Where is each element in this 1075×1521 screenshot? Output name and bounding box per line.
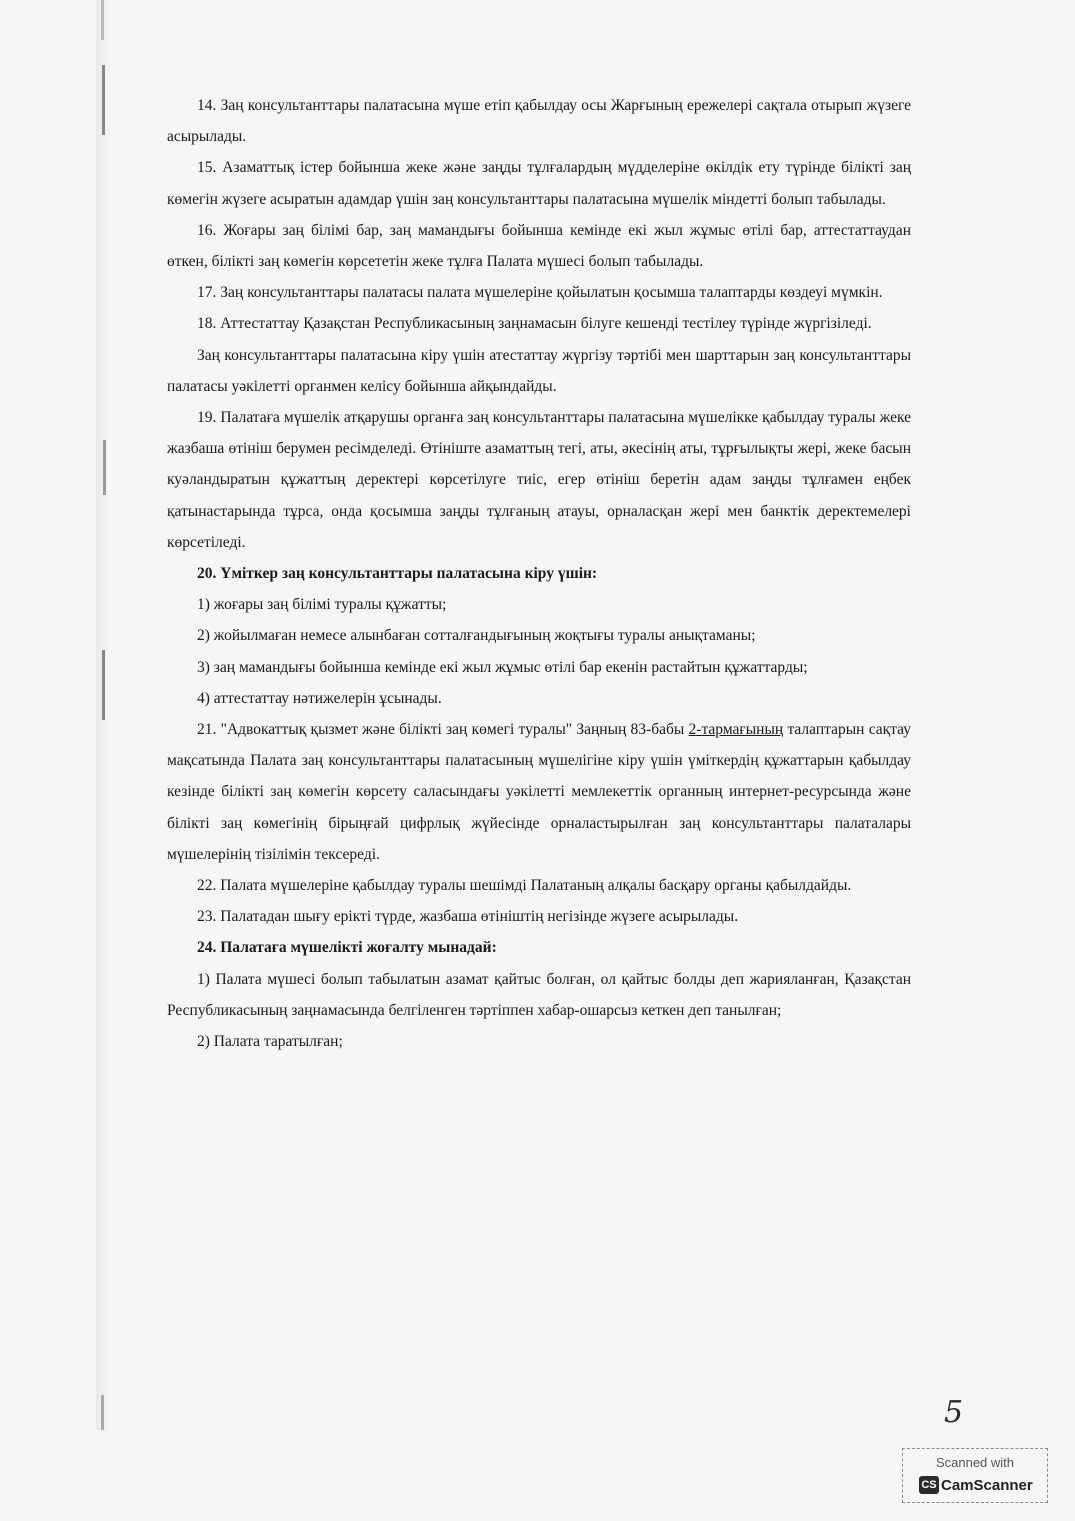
- scan-edge-mark: [102, 65, 105, 135]
- list-item: 1) жоғары заң білімі туралы құжатты;: [197, 596, 447, 614]
- watermark-caption: Scanned with: [935, 1455, 1015, 1470]
- scan-edge-mark: [101, 0, 104, 40]
- list-item: 2) жойылмаған немесе алынбаған сотталғандығының жоқтығы туралы анықтаманы;: [197, 627, 756, 645]
- scan-edge-mark: [103, 440, 106, 495]
- camscanner-logo-icon: CS: [919, 1476, 939, 1494]
- paragraph-14: 14. Заң консультанттары палатасына мүше етіп қабылдау осы Жарғының ережелері сақтала отырып жүзеге асырылады.: [167, 97, 911, 146]
- list-item: 2) Палата таратылған;: [197, 1033, 343, 1051]
- list-item: 1) Палата мүшесі болып табылатын азамат қайтыс болған, ол қайтыс болды деп жарияланған, Қазақстан Республикасының заңнамасында белгіленген тәртіппен хабар-ошарсыз кеткен деп танылған;: [167, 970, 911, 1019]
- paragraph-23: 23. Палатадан шығу ерікті түрде, жазбаша өтініштің негізінде жүзеге асырылады.: [197, 908, 739, 926]
- paragraph-15: 15. Азаматтық істер бойынша жеке және заңды тұлғалардың мүдделеріне өкілдік ету түрінде білікті заң көмегін жүзеге асыратын адамдар үшін заң консультанттары палатасына мүшелік міндетті болып табылады.: [167, 159, 911, 208]
- scan-edge-mark: [102, 650, 105, 720]
- paragraph-21-text: 21. "Адвокаттық қызмет және білікті заң көмегі туралы" Заңның 83-бабы: [197, 721, 689, 739]
- list-item: 4) аттестаттау нәтижелерін ұсынады.: [197, 689, 442, 707]
- paragraph-16: 16. Жоғары заң білімі бар, заң мамандығы бойынша кемінде екі жыл жұмыс өтілі бар, аттестаттаудан өткен, білікті заң көмегін көрсететін жеке тұлға Палата мүшесі болып табылады.: [167, 221, 911, 271]
- paragraph-17: 17. Заң консультанттары палатасы палата мүшелеріне қойылатын қосымша талаптарды көздеуі мүмкін.: [197, 284, 883, 302]
- paragraph-22: 22. Палата мүшелеріне қабылдау туралы шешімді Палатаның алқалы басқару органы қабылдайды.: [197, 877, 852, 895]
- article-link[interactable]: 2-тармағының: [688, 721, 784, 739]
- camscanner-watermark: [902, 1448, 1048, 1503]
- paragraph-19: 19. Палатаға мүшелік атқарушы органға заң консультанттары палатасына мүшелікке қабылдау туралы жеке жазбаша өтініш берумен ресімделеді. Өтініште азаматтың тегі, аты, әкесінің аты, тұрғылықты жері, жеке басын куәландыратын құжаттың деректері көрсетілуге тиіс, егер өтініш беретін адам заңды тұлғамен еңбек қатынастарында тұрса, онда қосымша заңды тұлғаның атауы, орналасқан жері мен банктік деректемелері көрсетіледі.: [167, 409, 911, 551]
- watermark-brand: [919, 1475, 1033, 1495]
- paragraph-21-text: талаптарын сақтау мақсатында Палата заң консультанттары палатасының мүшелігіне кіру үшін үміткердің құжаттарын қабылдау кезінде білікті заң көмегін көрсету саласындағы уәкілетті мемлекеттік органның интернет-ресурсында және білікті заң көмегінің бірыңғай цифрлық жүйесінде орналастырылған заң консультанттары палаталары мүшелерінің тізілімін тексереді.: [167, 721, 911, 863]
- paragraph-18: 18. Аттестаттау Қазақстан Республикасының заңнамасын білуге кешенді тестілеу түрінде жүргізіледі.: [197, 315, 872, 333]
- paragraph-21: [167, 714, 911, 870]
- list-item: 3) заң мамандығы бойынша кемінде екі жыл жұмыс өтілі бар екенін растайтын құжаттарды;: [197, 658, 808, 676]
- watermark-name: CamScanner: [941, 1476, 1033, 1494]
- handwritten-page-number: 5: [944, 1395, 964, 1430]
- scan-edge-mark: [101, 1395, 104, 1430]
- paragraph-20-heading: 20. Үміткер заң консультанттары палатасына кіру үшін:: [197, 565, 598, 583]
- paragraph-24-heading: 24. Палатаға мүшелікті жоғалту мынадай:: [197, 939, 497, 957]
- paragraph-18-continued: Заң консультанттары палатасына кіру үшін атестаттау жүргізу тәртібі мен шарттарын заң консультанттары палатасы уәкілетті органмен келісу бойынша айқындайды.: [167, 346, 911, 395]
- document-body: [167, 90, 911, 1057]
